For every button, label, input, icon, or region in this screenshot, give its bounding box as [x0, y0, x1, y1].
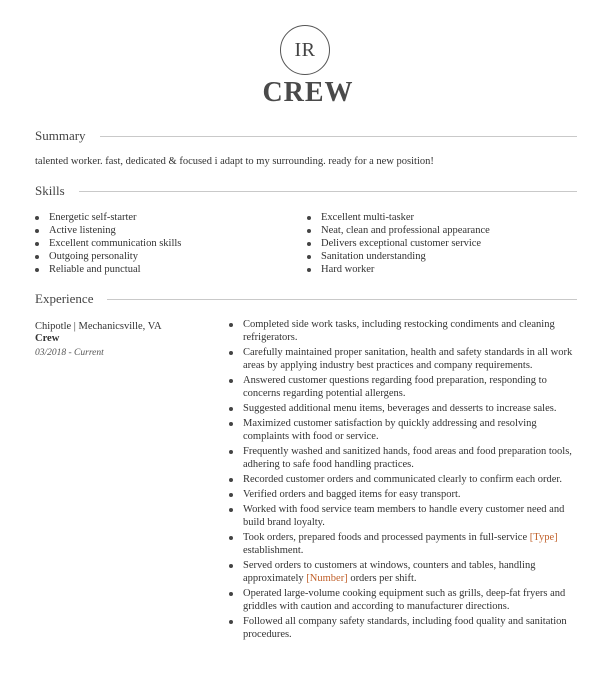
experience-title: Experience	[35, 291, 94, 306]
job-bullet: Worked with food service team members to handle every customer need and build brand loyalty.	[229, 503, 585, 529]
job-bullet: Recorded customer orders and communicated clearly to confirm each order.	[229, 473, 585, 486]
summary-title: Summary	[35, 128, 86, 143]
section-divider	[107, 299, 577, 300]
skill-item: Hard worker	[307, 263, 490, 276]
skill-item: Delivers exceptional customer service	[307, 237, 490, 250]
skill-item: Active listening	[35, 224, 181, 237]
job-bullets	[229, 318, 585, 643]
job-meta	[35, 320, 225, 358]
skills-section-header	[35, 183, 577, 199]
section-divider	[100, 136, 577, 137]
monogram-badge	[280, 25, 330, 75]
job-bullet: Carefully maintained proper sanitation, health and safety standards in all work areas by applying industry best practices and company requirements.	[229, 346, 585, 372]
skill-item: Outgoing personality	[35, 250, 181, 263]
job-bullet: Operated large-volume cooking equipment such as grills, deep-fat fryers and griddles with caution and according to manufacturer directions.	[229, 587, 585, 613]
skills-list-left	[35, 211, 181, 276]
summary-text: talented worker. fast, dedicated & focused i adapt to my surrounding. ready for a new position!	[35, 156, 434, 167]
job-bullet	[229, 559, 585, 585]
section-divider	[79, 191, 577, 192]
bullet-text: orders per shift.	[347, 573, 417, 584]
bullet-text: establishment.	[243, 545, 304, 556]
skills-title: Skills	[35, 183, 65, 198]
experience-section-header	[35, 291, 577, 307]
initials: IR	[294, 38, 316, 61]
skill-item: Neat, clean and professional appearance	[307, 224, 490, 237]
bullet-text: Served orders to customers at windows, counters and tables, handling approximately	[243, 560, 536, 584]
job-bullet: Frequently washed and sanitized hands, food areas and food preparation tools, adhering to safe food handling practices.	[229, 445, 585, 471]
job-bullet: Followed all company safety standards, including food quality and sanitation procedures.	[229, 615, 585, 641]
placeholder-number: [Number]	[306, 573, 348, 584]
skill-item: Energetic self-starter	[35, 211, 181, 224]
skill-item: Sanitation understanding	[307, 250, 490, 263]
candidate-name: CREW	[262, 77, 354, 108]
placeholder-type: [Type]	[529, 532, 558, 543]
job-bullet: Verified orders and bagged items for easy transport.	[229, 488, 585, 501]
job-bullet: Completed side work tasks, including restocking condiments and cleaning refrigerators.	[229, 318, 585, 344]
job-dates: 03/2018 - Current	[35, 348, 104, 358]
job-role: Crew	[35, 333, 60, 344]
skill-item: Excellent multi-tasker	[307, 211, 490, 224]
skills-list-right	[307, 211, 490, 276]
job-bullet: Suggested additional menu items, beverages and desserts to increase sales.	[229, 402, 585, 415]
skill-item: Excellent communication skills	[35, 237, 181, 250]
job-bullet: Answered customer questions regarding food preparation, responding to concerns regarding potential allergens.	[229, 374, 585, 400]
bullet-text: Took orders, prepared foods and processed payments in full-service	[243, 532, 530, 543]
job-company: Chipotle | Mechanicsville, VA	[35, 321, 162, 332]
skill-item: Reliable and punctual	[35, 263, 181, 276]
summary-section-header	[35, 128, 577, 144]
job-bullet: Maximized customer satisfaction by quickly addressing and resolving complaints with food or service.	[229, 417, 585, 443]
job-bullet	[229, 531, 585, 557]
